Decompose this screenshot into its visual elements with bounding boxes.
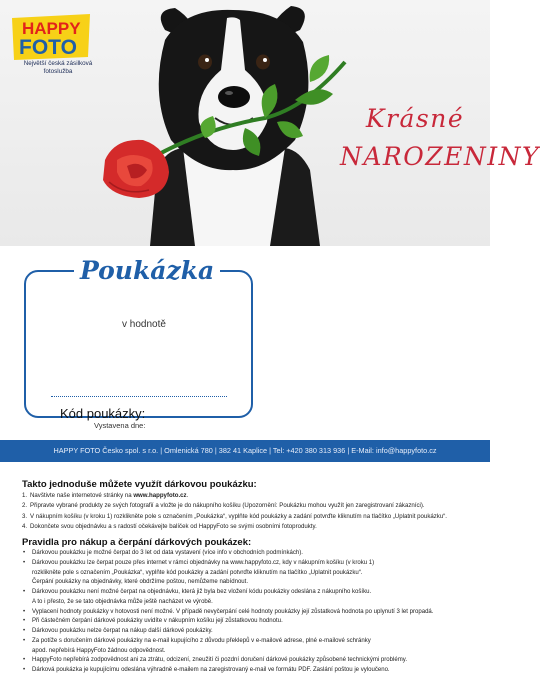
voucher-frame — [24, 270, 253, 421]
rule-item: • Při částečném čerpání dárkové poukázky uvidíte v nákupním košíku její zůstatkovou hodnotu. — [22, 617, 474, 627]
value-dotted-line — [51, 396, 227, 397]
rule-item: • Dárková poukázka je kupujícímu odeslána výhradně e-mailem na zaregistrovaný e-mail ve formátu PDF. Zaslání poštou je vyloučeno. — [22, 666, 474, 676]
website-link[interactable]: www.happyfoto.cz — [133, 492, 187, 499]
brand-tagline: Největší česká zásilková fotoslužba — [23, 60, 93, 75]
rule-item: • Dárkovou poukázku lze čerpat pouze přes internet v rámci objednávky na www.happyfoto.cz, kdy v nákupním košíku (v kroku 1) rozklikněte pole s označením „Poukázka“, vyplňte kód poukázky a zadání potvrďte kliknutím na tlačítko „Uplatnit poukázku“. Čerpání poukázky na objednávky, které obdržíme poštou, nemůžeme nabídnout. — [22, 559, 474, 588]
rule-item: • Dárkovou poukázku nelze čerpat na nákup další dárkové poukázky. — [22, 627, 474, 637]
howto-step: 3. V nákupním košíku (v kroku 1) rozklikněte pole s označením „Poukázka“, vyplňte kód poukázky a zadání potvrďte kliknutím na tlačítko „Uplatnit poukázku“. — [22, 512, 447, 520]
hero-photo — [0, 0, 540, 246]
howto-steps-list — [22, 491, 472, 533]
voucher-card — [24, 256, 253, 421]
logo-happy-text: HAPPY — [22, 19, 81, 38]
rules-list — [22, 549, 474, 676]
rules-heading: Pravidla pro nákup a čerpání dárkových poukázek: — [22, 537, 252, 548]
rule-item: • Za potíže s doručením dárkové poukázky na e-mail kupujícího z důvodu překlepů v e-mailové adrese, plné e-mailové schránky apod. nepřebírá HappyFoto žádnou odpovědnost. — [22, 637, 474, 657]
howto-heading: Takto jednoduše můžete využít dárkovou poukázku: — [22, 479, 257, 490]
howto-step: 4. Dokončete svou objednávku a s radostí očekávejte balíček od HappyFoto se svými osobními fotoprodukty. — [22, 523, 317, 531]
rule-item: • Dárkovou poukázku není možné čerpat na objednávku, která již byla bez vložení kódu poukázky odeslána z nákupního košíku. A to i přesto, že se tato objednávka může ještě nacházet ve výrobě. — [22, 588, 474, 608]
issued-date-label: Vystavena dne: — [94, 421, 146, 430]
greeting-line-1: Krásné — [365, 104, 465, 133]
voucher-title: Poukázka — [74, 256, 220, 286]
voucher-code-label: Kód poukázky: — [60, 406, 146, 421]
howto-step: 2. Připravte vybrané produkty ze svých fotografií a vložte je do nákupního košíku (Upozornění: Poukázku mohou využít jen zaregistrovaní zákazníci). — [22, 502, 425, 510]
birthday-greeting — [340, 100, 540, 176]
howto-step: 1. Navštivte naše internetové stránky na www.happyfoto.cz. — [22, 492, 189, 499]
contact-bar: HAPPY FOTO Česko spol. s r.o. | Omlenická 780 | 382 41 Kaplice | Tel: +420 380 313 936 | E-Mail: info@happyfoto.cz — [0, 440, 490, 462]
logo-foto-text: FOTO — [19, 36, 77, 59]
dog-with-rose-image — [95, 0, 355, 246]
value-label: v hodnotě — [122, 319, 166, 330]
rule-item: • Vyplacení hodnoty poukázky v hotovosti není možné. V případě nevyčerpání celé hodnoty poukázky její zůstatková hodnota po uplynutí 3 let propadá. — [22, 608, 474, 618]
rule-item: • Dárkovou poukázku je možné čerpat do 3 let od data vystavení (více info v obchodních podmínkách). — [22, 549, 474, 559]
happyfoto-logo — [10, 13, 92, 61]
greeting-line-2: NAROZENINY — [340, 142, 540, 171]
rule-item: • HappyFoto nepřebírá zodpovědnost ani za ztrátu, odcizení, zneužití či pozdní doručení dárkové poukázky způsobené technickými problémy. — [22, 656, 474, 666]
